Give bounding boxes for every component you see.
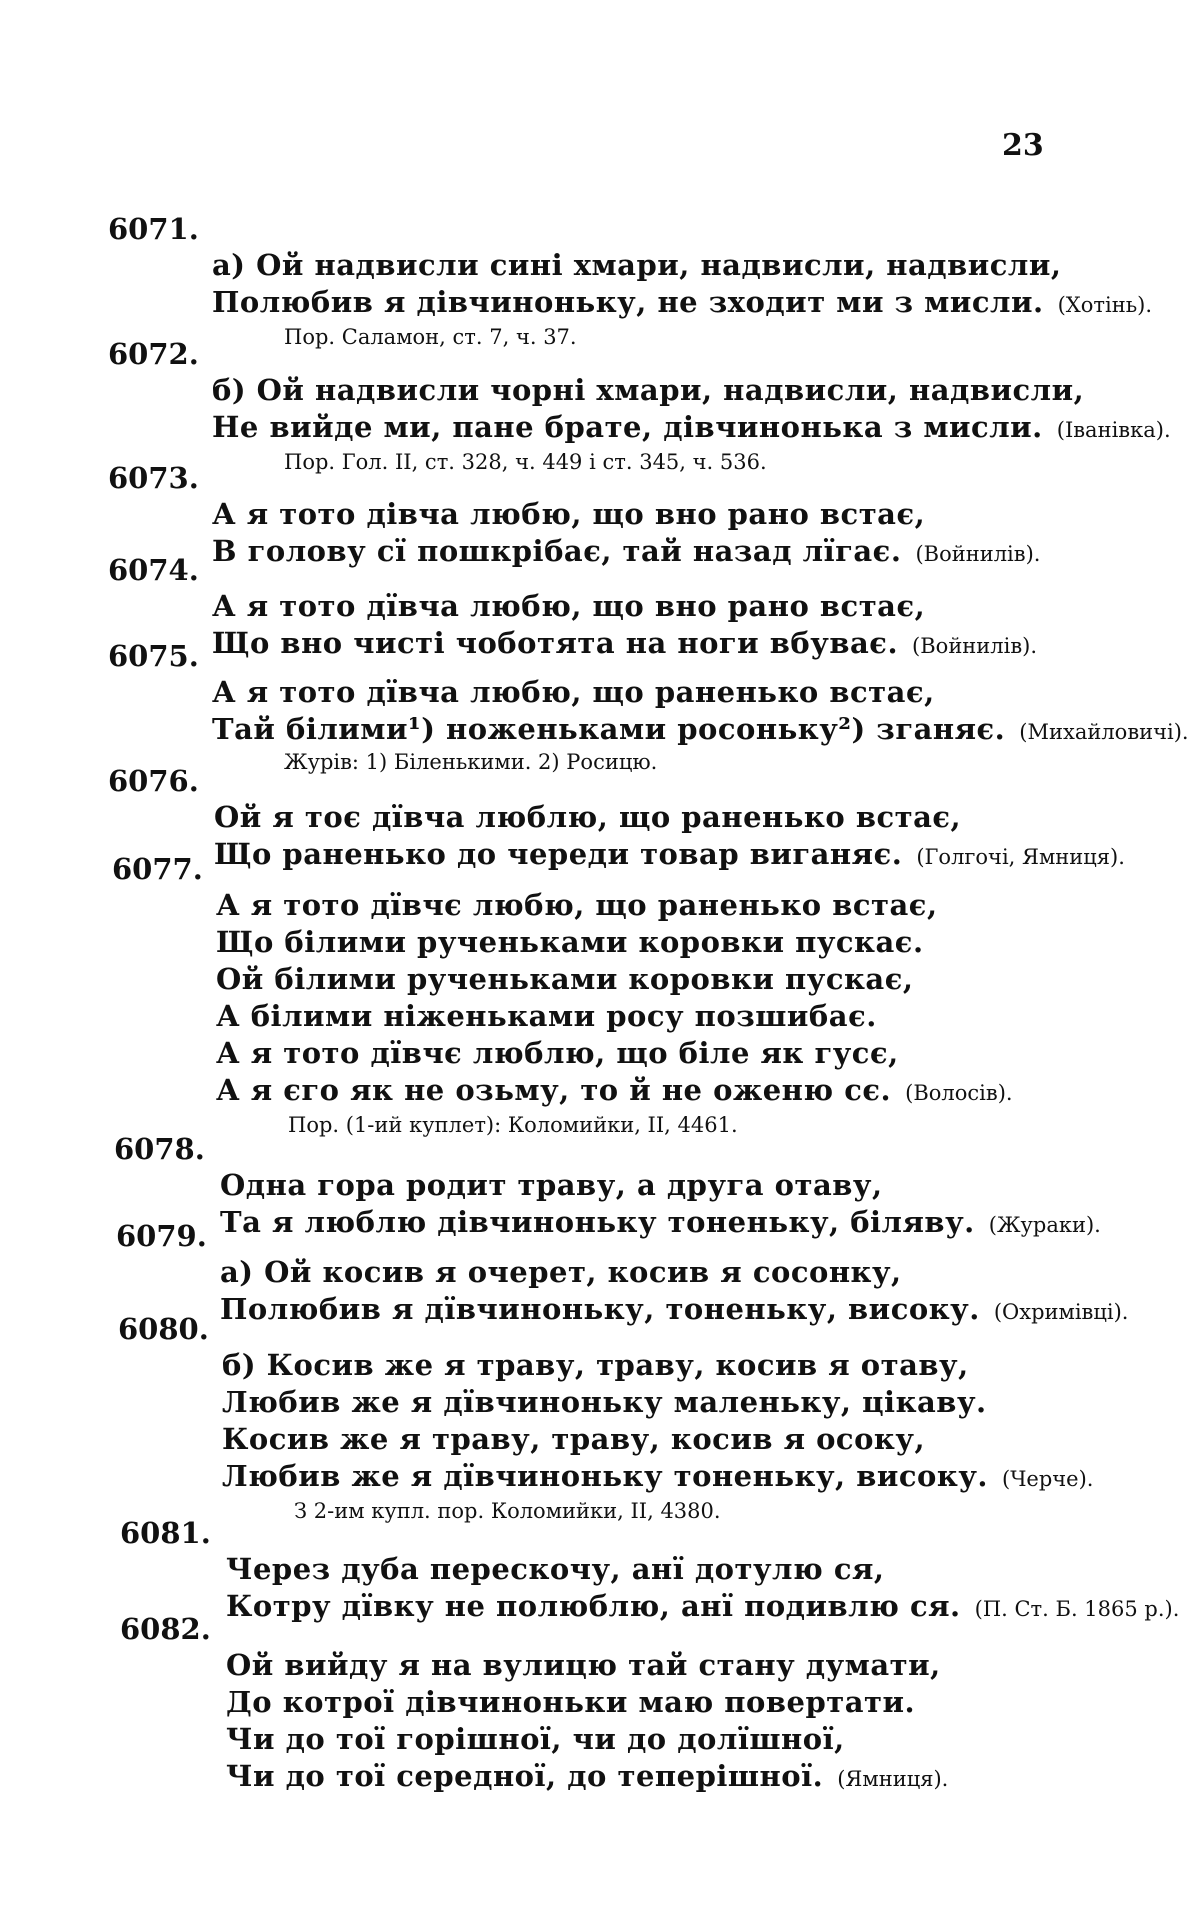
verse-line	[216, 961, 913, 997]
entry-number: 6082.	[120, 1612, 211, 1646]
source-location: (Ямниця).	[837, 1767, 949, 1791]
verse-line	[212, 533, 1040, 572]
entry-number: 6081.	[120, 1516, 211, 1550]
verse-line	[226, 1758, 948, 1797]
verse-text: Чи до тої середної, до теперішної.	[226, 1759, 824, 1793]
verse-line	[220, 1204, 1101, 1243]
verse-line	[212, 588, 925, 624]
verse-text: До котрої дівчиноньки маю повертати.	[226, 1685, 916, 1719]
verse-line	[226, 1721, 845, 1757]
verse-line	[220, 1167, 883, 1203]
verse-text: а) Ой надвисли сині хмари, надвисли, надвисли,	[212, 248, 1062, 282]
entry-number: 6074.	[108, 553, 199, 587]
verse-line	[216, 924, 924, 960]
entry-number: 6080.	[118, 1312, 209, 1346]
verse-line	[222, 1384, 987, 1420]
verse-text: А я єго як не озьму, то й не оженю сє.	[216, 1073, 892, 1107]
verse-line	[212, 674, 935, 710]
source-location: (Черче).	[1002, 1467, 1094, 1491]
verse-text: б) Косив же я траву, траву, косив я отаву,	[222, 1348, 969, 1382]
verse-text: А я тото дївчє любю, що раненько встає,	[216, 888, 938, 922]
reference-note: З 2-им купл. пор. Коломийки, II, 4380.	[294, 1499, 721, 1523]
source-location: (Жураки).	[988, 1213, 1101, 1237]
source-location: (Войнилів).	[912, 634, 1038, 658]
verse-text: А я тото дівча любю, що вно рано встає,	[212, 497, 926, 531]
verse-line	[216, 887, 938, 923]
source-location: (Голгочі, Ямниця).	[916, 845, 1125, 869]
verse-line	[226, 1588, 1179, 1627]
verse-text: Косив же я траву, траву, косив я осоку,	[222, 1422, 926, 1456]
verse-line	[212, 284, 1152, 323]
verse-line	[214, 799, 961, 835]
verse-text: Котру дївку не полюблю, анї подивлю ся.	[226, 1589, 961, 1623]
source-location: (Охримівці).	[993, 1300, 1129, 1324]
source-location: (П. Ст. Б. 1865 р.).	[974, 1597, 1180, 1621]
verse-text: Не вийде ми, пане брате, дівчинонька з мисли.	[212, 410, 1043, 444]
entry-number: 6076.	[108, 764, 199, 798]
verse-line	[226, 1684, 915, 1720]
verse-text: А білими ніженьками росу позшибає.	[216, 999, 877, 1033]
verse-line	[216, 1072, 1013, 1111]
verse-line	[220, 1254, 902, 1290]
reference-note: Пор. (1-ий куплет): Коломийки, II, 4461.	[288, 1113, 738, 1137]
entry-number: 6072.	[108, 337, 199, 371]
entry-number: 6075.	[108, 639, 199, 673]
verse-text: Чи до тої горішної, чи до долїшної,	[226, 1722, 845, 1756]
verse-text: А я тото дївчє люблю, що біле як гусє,	[216, 1036, 899, 1070]
verse-text: Через дуба перескочу, анї дотулю ся,	[226, 1552, 885, 1586]
verse-line	[222, 1458, 1093, 1497]
verse-text: Що вно чисті чоботята на ноги вбуває.	[212, 626, 899, 660]
entry-number: 6079.	[116, 1219, 207, 1253]
source-location: (Михайловичі).	[1019, 720, 1189, 744]
source-location: (Іванівка).	[1056, 418, 1171, 442]
source-location: (Волосів).	[905, 1081, 1013, 1105]
source-location: (Хотінь).	[1057, 293, 1152, 317]
reference-note: Пор. Саламон, ст. 7, ч. 37.	[284, 325, 577, 349]
verse-text: Що білими рученьками коровки пускає.	[216, 925, 924, 959]
page-number: 23	[1002, 128, 1044, 163]
verse-text: В голову сї пошкрібає, тай назад лїгає.	[212, 534, 902, 568]
verse-text: Тай білими¹) ноженьками росоньку²) зганяє.	[212, 712, 1006, 746]
verse-line	[212, 409, 1171, 448]
verse-line	[212, 496, 925, 532]
verse-text: А я тото дївча любю, що вно рано встає,	[212, 589, 926, 623]
verse-text: Любив же я дївчиноньку тоненьку, високу.	[222, 1459, 988, 1493]
entry-number: 6078.	[114, 1132, 205, 1166]
reference-note: Журів: 1) Біленькими. 2) Росицю.	[284, 750, 658, 774]
verse-text: Одна гора родит траву, а друга отаву,	[220, 1168, 883, 1202]
verse-line	[214, 836, 1125, 875]
verse-text: Полюбив я дівчиноньку, не зходит ми з мисли.	[212, 285, 1044, 319]
verse-line	[212, 625, 1037, 664]
verse-text: а) Ой косив я очерет, косив я сосонку,	[220, 1255, 902, 1289]
verse-line	[226, 1647, 941, 1683]
verse-text: Ой білими рученьками коровки пускає,	[216, 962, 914, 996]
verse-line	[216, 998, 877, 1034]
verse-text: Ой вийду я на вулицю тай стану думати,	[226, 1648, 941, 1682]
verse-text: Що раненько до череди товар виганяє.	[214, 837, 903, 871]
verse-line	[212, 711, 1189, 750]
entry-number: 6077.	[112, 852, 203, 886]
verse-line	[222, 1347, 969, 1383]
verse-line	[226, 1551, 885, 1587]
verse-line	[212, 372, 1084, 408]
verse-text: Ой я тоє дївча люблю, що раненько встає,	[214, 800, 962, 834]
entry-number: 6073.	[108, 461, 199, 495]
verse-line	[216, 1035, 899, 1071]
source-location: (Войнилів).	[915, 542, 1041, 566]
verse-text: Любив же я дївчиноньку маленьку, цікаву.	[222, 1385, 987, 1419]
verse-line	[222, 1421, 925, 1457]
verse-text: А я тото дївча любю, що раненько встає,	[212, 675, 935, 709]
reference-note: Пор. Гол. II, ст. 328, ч. 449 і ст. 345, ч. 536.	[284, 450, 767, 474]
entry-number: 6071.	[108, 212, 199, 246]
verse-text: Полюбив я дївчиноньку, тоненьку, високу.	[220, 1292, 980, 1326]
verse-text: б) Ой надвисли чорні хмари, надвисли, надвисли,	[212, 373, 1085, 407]
verse-line	[212, 247, 1061, 283]
verse-line	[220, 1291, 1128, 1330]
verse-text: Та я люблю дівчиноньку тоненьку, біляву.	[220, 1205, 975, 1239]
